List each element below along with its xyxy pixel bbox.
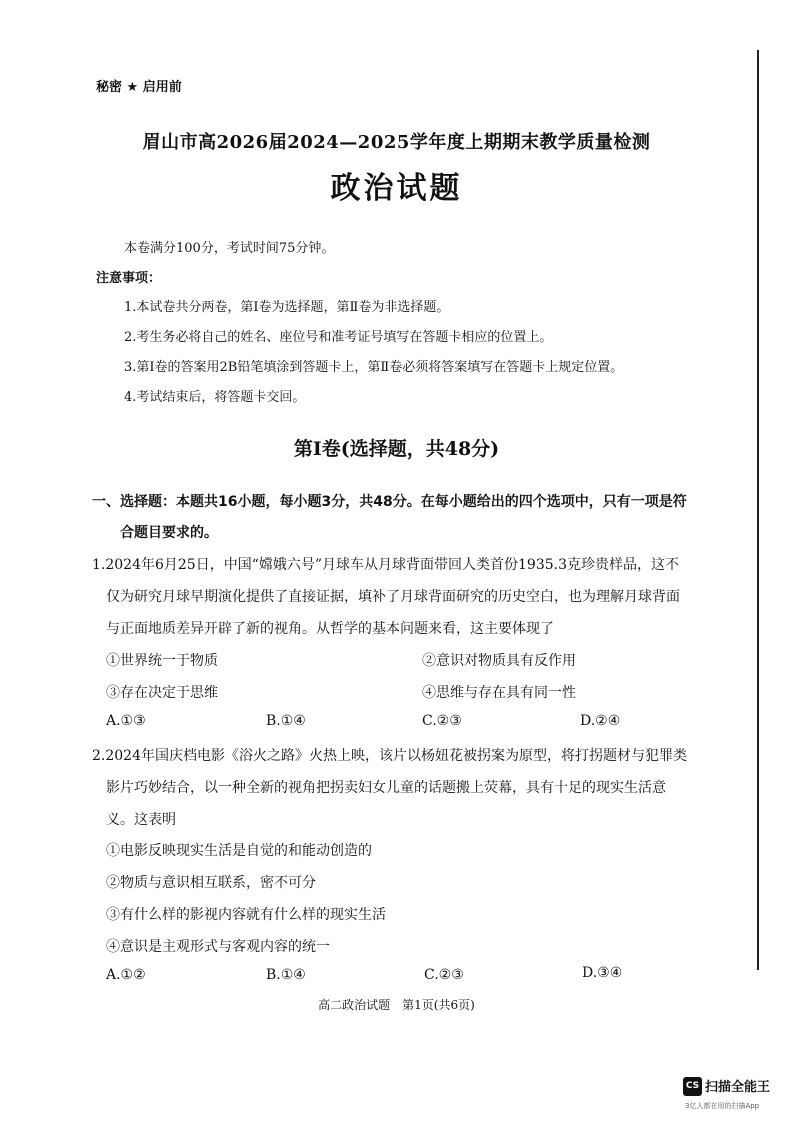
confidential-label: 秘密 ★ 启用前 [96,80,182,95]
answer-option: C.②③ [422,713,462,729]
notice-rule: 3.第Ⅰ卷的答案用2B铅笔填涂到答题卡上，第Ⅱ卷必须将答案填写在答题卡上规定位置。 [124,360,624,375]
camscanner-logo-icon: CS [683,1077,702,1096]
answer-option: A.①② [106,967,146,983]
statement: ③有什么样的影视内容就有什么样的现实生活 [106,907,386,923]
question-text: 2.2024年国庆档电影《浴火之路》火热上映，该片以杨妞花被拐案为原型，将打拐题材与犯罪类 [92,748,687,764]
section-instruction: 一、选择题：本题共16小题，每小题3分，共48分。在每小题给出的四个选项中，只有一项是符 [92,494,687,510]
statement: ④思维与存在具有同一性 [422,685,576,701]
exam-title: 眉山市高2026届2024—2025学年度上期期末教学质量检测 [142,132,651,153]
question-text: 影片巧妙结合，以一种全新的视角把拐卖妇女儿童的话题搬上荧幕，具有十足的现实生活意 [106,780,666,796]
statement: ③存在决定于思维 [106,685,218,701]
question-text: 仅为研究月球早期演化提供了直接证据，填补了月球背面研究的历史空白，也为理解月球背面 [106,589,680,605]
answer-option: B.①④ [266,967,306,983]
scanner-app-name: 扫描全能王 [705,1080,771,1095]
section-title: 第Ⅰ卷(选择题，共48分) [293,438,500,460]
statement: ②意识对物质具有反作用 [422,653,576,669]
notice-rule: 1.本试卷共分两卷，第Ⅰ卷为选择题，第Ⅱ卷为非选择题。 [124,300,450,315]
answer-option: B.①④ [266,713,306,729]
answer-option: C.②③ [424,967,464,983]
statement: ④意识是主观形式与客观内容的统一 [106,939,330,955]
answer-option: D.③④ [582,965,623,981]
notice-rule: 4.考试结束后，将答题卡交回。 [124,390,306,405]
page-footer: 高二政治试题 第1页(共6页) [318,998,475,1012]
section-instruction: 合题目要求的。 [120,525,218,541]
subject-title: 政治试题 [330,171,463,206]
scanner-tagline: 3亿人都在用的扫描App [685,1102,760,1110]
question-text: 义。这表明 [106,812,176,828]
notice-heading: 注意事项： [96,271,162,286]
statement: ①电影反映现实生活是自觉的和能动创造的 [106,843,372,859]
question-text: 1.2024年6月25日，中国“嫦娥六号”月球车从月球背面带回人类首份1935.3克珍贵样品，这不 [92,557,680,573]
statement: ②物质与意识相互联系，密不可分 [106,875,316,891]
scanner-watermark [683,1075,788,1115]
answer-option: A.①③ [106,713,146,729]
question-text: 与正面地质差异开辟了新的视角。从哲学的基本问题来看，这主要体现了 [106,621,554,637]
statement: ①世界统一于物质 [106,653,218,669]
answer-option: D.②④ [580,713,621,729]
exam-note: 本卷满分100分，考试时间75分钟。 [124,241,335,256]
notice-rule: 2.考生务必将自己的姓名、座位号和准考证号填写在答题卡相应的位置上。 [124,330,553,345]
